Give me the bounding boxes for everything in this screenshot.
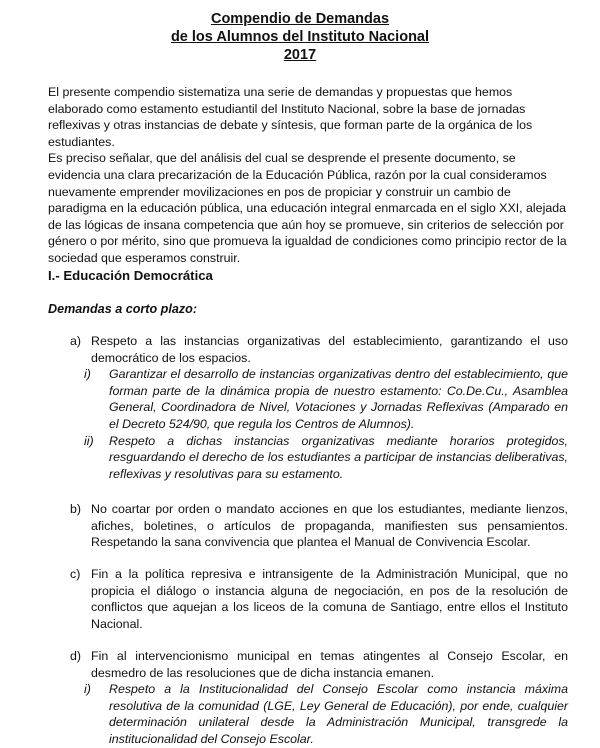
item-marker: a): [70, 334, 82, 348]
subitem-marker: ii): [84, 433, 94, 448]
document-title: [0, 10, 600, 64]
title-line-year: 2017: [283, 47, 317, 63]
demand-item-b: [70, 501, 568, 551]
intro-section: [48, 84, 568, 267]
demand-item-c: [70, 566, 568, 632]
subheading: Demandas a corto plazo:: [48, 302, 198, 316]
item-text: Fin a la política represiva e intransigente de la Administración Municipal, que no propicia el diálogo o instancia alguna de negociación, en pos de la resolución de conflictos que aquejan a los liceos de la comuna de Santiago, entre ellos el Instituto Nacional.: [91, 567, 568, 631]
demand-subitem-a-ii: [70, 433, 568, 483]
section-heading: I.- Educación Democrática: [48, 268, 213, 283]
title-line-1: Compendio de Demandas: [210, 11, 390, 27]
subitem-text: Respeto a dichas instancias organizativas mediante horarios protegidos, resguardando el derecho de los estudiantes a participar de instancias deliberativas, reflexivas y resolutivas para su estamento.: [109, 433, 568, 481]
item-text: Respeto a las instancias organizativas del establecimiento, garantizando el uso democrático de los espacios.: [91, 334, 568, 365]
item-marker: d): [70, 649, 82, 663]
item-text: No coartar por orden o mandato acciones en que los estudiantes, mediante lienzos, afiches, boletines, o artículos de propaganda, manifiesten sus pensamientos. Respetando la sana convivencia que plantea el Manual de Convivencia Escolar.: [91, 502, 568, 550]
intro-paragraph-1: El presente compendio sistematiza una serie de demandas y propuestas que hemos elaborado como estamento estudiantil del Instituto Nacional, sobre la base de jornadas reflexivas y otras instancias de debate y síntesis, que forman parte de la orgánica de los estudiantes.: [48, 85, 533, 149]
subitem-text: Garantizar el desarrollo de instancias organizativas dentro del establecimiento, que forman parte de la dinámica propia de nuestro estamento: Co.De.Cu., Asamblea General, Coordinadora de Nivel, Votaciones y Jornadas Reflexivas (Amparado en el Decreto 524/90, que regula los Centros de Alumnos).: [109, 367, 568, 431]
item-marker: c): [70, 567, 81, 581]
intro-paragraph-2: Es preciso señalar, que del análisis del cual se desprende el presente documento, se evidencia una clara precarización de la Educación Pública, razón por la cual consideramos nuevamente emprender movilizaciones en pos de propiciar y construir un cambio de paradigma en la educación pública, una educación integral enmarcada en el siglo XXI, alejada de las lógicas de insana competencia que aún hoy se promueve, sin criterios de selección por género o por mérito, sino que promueva la igualdad de condiciones como principio rector de la sociedad que esperamos construir.: [48, 151, 567, 265]
demand-item-a: [70, 333, 568, 482]
demand-subitem-a-i: [70, 366, 568, 432]
subitem-text: Respeto a la Institucionalidad del Consejo Escolar como instancia máxima resolutiva de la comunidad (LGE, Ley General de Educación), por ende, cualquier determinación unilateral desde la Administración Municipal, transgrede la institucionalidad del Consejo Escolar.: [109, 682, 568, 746]
title-line-2: de los Alumnos del Instituto Nacional: [170, 29, 430, 45]
item-marker: b): [70, 502, 82, 516]
demand-subitem-d-i: [70, 681, 568, 747]
subitem-marker: i): [84, 682, 91, 697]
demand-item-d: [70, 648, 568, 748]
subitem-marker: i): [84, 367, 91, 382]
item-text: Fin al intervencionismo municipal en temas atingentes al Consejo Escolar, en desmedro de las resoluciones que de dicha instancia emanen.: [91, 649, 568, 680]
